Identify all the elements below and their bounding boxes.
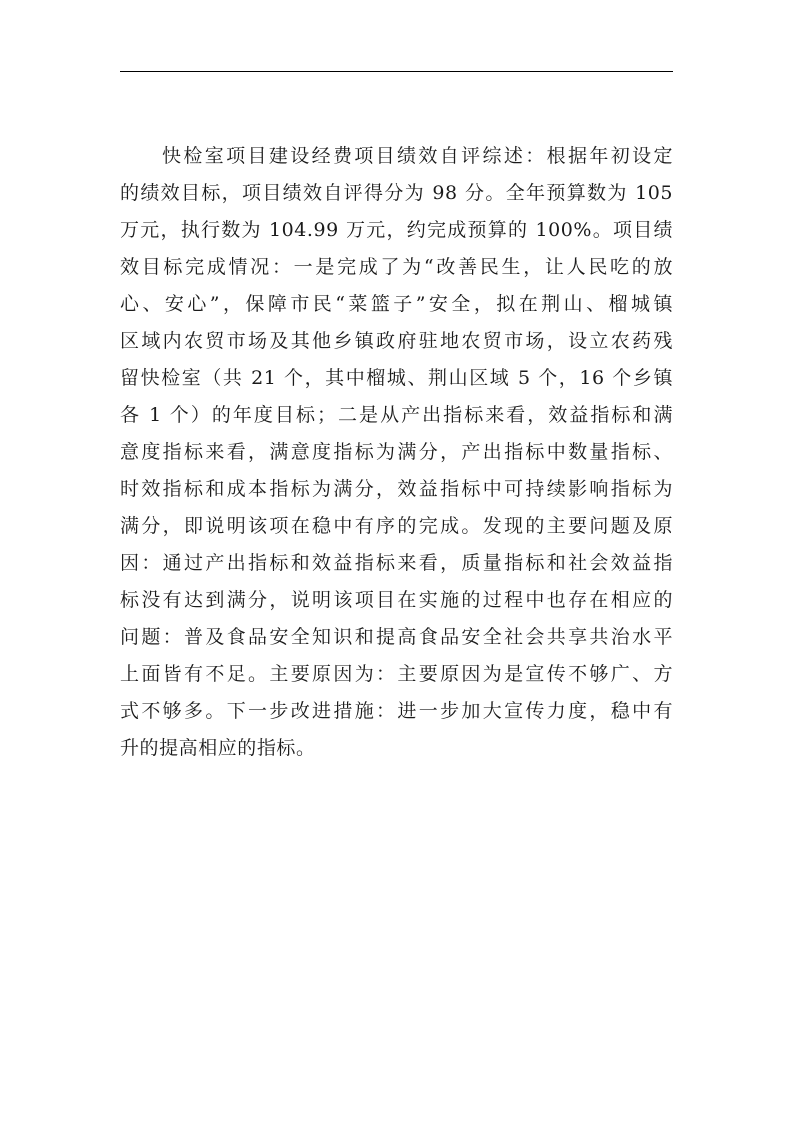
paragraph-line: 标没有达到满分，说明该项目在实施的过程中也存在相应的 <box>120 589 673 611</box>
paragraph-line: 时效指标和成本指标为满分，效益指标中可持续影响指标为 <box>120 478 673 500</box>
paragraph-line: 因：通过产出指标和效益指标来看，质量指标和社会效益指 <box>120 552 673 574</box>
paragraph-line: 快检室项目建设经费项目绩效自评综述：根据年初设定 <box>162 145 673 167</box>
paragraph-line: 心、安心”，保障市民“菜篮子”安全，拟在荆山、榴城镇 <box>120 293 673 315</box>
paragraph-line: 上面皆有不足。主要原因为：主要原因为是宣传不够广、方 <box>120 663 673 685</box>
paragraph-line: 万元，执行数为 104.99 万元，约完成预算的 100%。项目绩 <box>120 219 673 241</box>
paragraph-line: 意度指标来看，满意度指标为满分，产出指标中数量指标、 <box>120 441 673 463</box>
header-rule <box>120 71 673 72</box>
paragraph-line: 问题：普及食品安全知识和提高食品安全社会共享共治水平 <box>120 626 673 648</box>
paragraph-line: 各 1 个）的年度目标；二是从产出指标来看，效益指标和满 <box>120 404 673 426</box>
paragraph-line: 升的提高相应的指标。 <box>120 737 316 759</box>
paragraph-line: 区域内农贸市场及其他乡镇政府驻地农贸市场，设立农药残 <box>120 330 673 352</box>
paragraph-line: 效目标完成情况：一是完成了为“改善民生，让人民吃的放 <box>120 256 673 278</box>
body-paragraph <box>120 138 673 767</box>
paragraph-line: 的绩效目标，项目绩效自评得分为 98 分。全年预算数为 105 <box>120 182 673 204</box>
paragraph-line: 满分，即说明该项在稳中有序的完成。发现的主要问题及原 <box>120 515 673 537</box>
paragraph-line: 留快检室（共 21 个，其中榴城、荆山区域 5 个，16 个乡镇 <box>120 367 673 389</box>
paragraph-line: 式不够多。下一步改进措施：进一步加大宣传力度，稳中有 <box>120 700 673 722</box>
